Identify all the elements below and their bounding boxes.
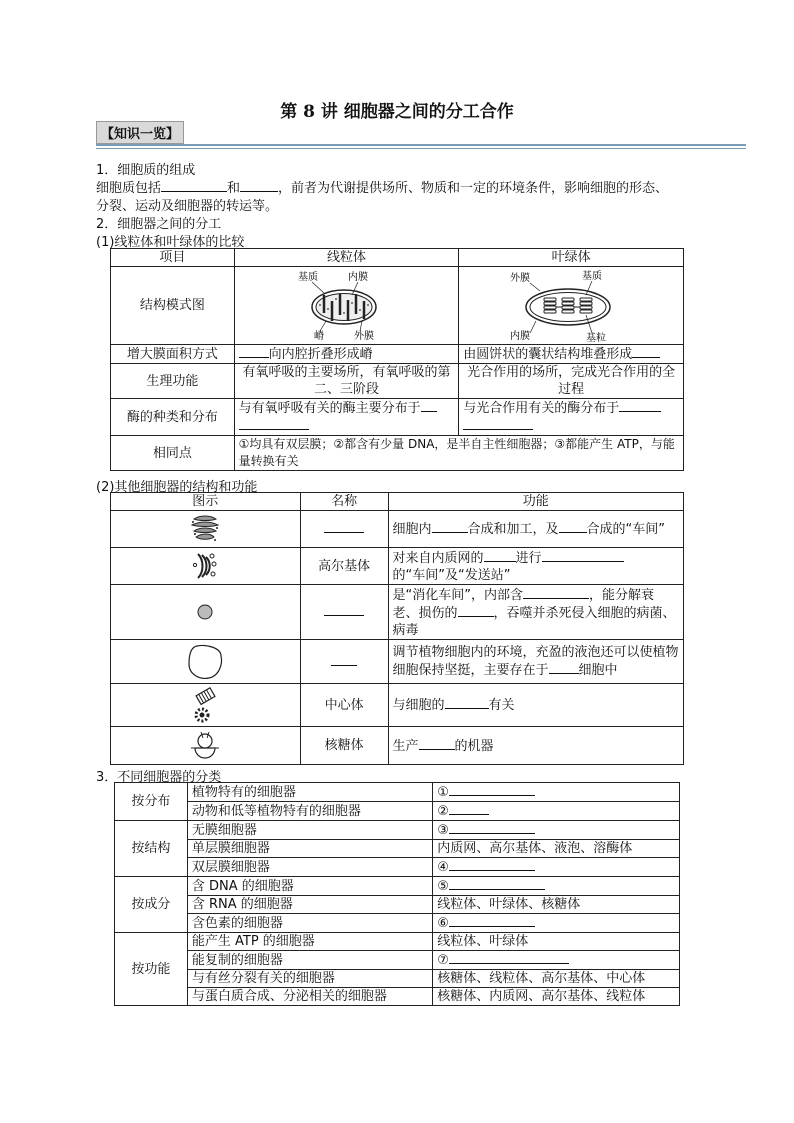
answer-blank[interactable]: [449, 858, 535, 871]
class-item: 无膜细胞器: [187, 821, 432, 840]
text-segment: 细胞内: [392, 522, 432, 537]
centrosome-name: 中心体: [300, 684, 388, 727]
text-segment: 生产: [392, 738, 419, 754]
text-segment: 有关: [488, 698, 515, 713]
class-answer: 核糖体、内质网、高尔基体、线粒体: [433, 988, 680, 1006]
class-answer: [433, 802, 680, 821]
answer-blank[interactable]: [331, 653, 357, 666]
golgi-figure-cell: [111, 548, 301, 585]
header-mito: 线粒体: [234, 249, 459, 267]
class-answer: [433, 914, 680, 933]
heading-division: 2．细胞器之间的分工: [96, 217, 222, 232]
centrosome-function: [388, 684, 683, 727]
func-chloro: 光合作用的场所，完成光合作用的全过程: [459, 364, 684, 399]
heading-cytoplasm: 1．细胞质的组成: [96, 163, 196, 178]
chloro-label-outer: 外膜: [510, 272, 531, 284]
answer-blank[interactable]: [449, 821, 535, 834]
text-segment: 向内腔折叠形成嵴: [268, 347, 373, 362]
row-label-common: 相同点: [111, 436, 235, 471]
lysosome-figure-cell: [111, 585, 301, 640]
answer-blank[interactable]: [239, 417, 309, 430]
group-label: 按功能: [115, 933, 188, 1006]
header-name: 名称: [300, 493, 388, 511]
vacuole-name-cell: [300, 640, 388, 684]
answer-number: ⑤: [437, 879, 449, 894]
heading-classification: 3．不同细胞器的分类: [96, 770, 222, 785]
area-chloro: [459, 345, 684, 364]
ribosome-function: [388, 727, 683, 765]
answer-number: ⑥: [437, 916, 449, 931]
answer-blank[interactable]: [161, 179, 227, 192]
chloro-label-stroma: 基质: [582, 270, 603, 282]
section-label: 【知识一览】: [96, 121, 184, 144]
class-item: 含 DNA 的细胞器: [187, 877, 432, 896]
answer-number: ③: [437, 823, 449, 838]
class-answer: [433, 951, 680, 970]
class-item: 动物和低等植物特有的细胞器: [187, 802, 432, 821]
text-segment: 对来自内质网的: [392, 550, 484, 566]
text-segment: 与有氧呼吸有关的酶主要分布于: [238, 401, 421, 416]
lysosome-icon: [195, 602, 215, 622]
answer-blank[interactable]: [549, 661, 579, 674]
text-segment: 细胞质包括: [96, 181, 162, 196]
text-segment: 的“车间”及“发送站”: [392, 567, 511, 583]
text-segment: ，吞噬并杀死侵入细胞的病菌、病毒: [392, 605, 676, 638]
chloro-label-granum: 基粒: [586, 332, 607, 343]
answer-blank[interactable]: [421, 399, 437, 412]
cytoplasm-line-1: [96, 177, 668, 196]
answer-blank[interactable]: [449, 783, 535, 796]
mito-label-matrix: 基质: [298, 271, 319, 283]
chloro-label-inner: 内膜: [510, 330, 531, 342]
subheading-compare: (1)线粒体和叶绿体的比较: [96, 235, 245, 250]
centrosome-figure-cell: [111, 684, 301, 727]
group-label: 按成分: [115, 877, 188, 933]
group-label: 按结构: [115, 821, 188, 877]
golgi-apparatus-icon: [190, 550, 220, 582]
answer-blank[interactable]: [449, 914, 535, 927]
golgi-name: 高尔基体: [300, 548, 388, 585]
answer-blank[interactable]: [632, 345, 660, 358]
answer-number: ①: [437, 785, 449, 800]
vacuole-icon: [183, 642, 227, 682]
answer-blank[interactable]: [463, 417, 533, 430]
divider-rule-thin: [96, 148, 746, 149]
lysosome-name-cell: [300, 585, 388, 640]
answer-blank[interactable]: [449, 802, 489, 815]
vacuole-function: [388, 640, 683, 684]
text-segment: 细胞中: [578, 663, 618, 678]
answer-number: ②: [437, 804, 449, 819]
answer-blank[interactable]: [324, 603, 364, 616]
text-segment: 和: [227, 181, 241, 196]
text-segment: ，前者为代谢提供场所、物质和一定的环境条件，影响细胞的形态、: [278, 181, 669, 196]
class-answer: 内质网、高尔基体、液泡、溶酶体: [433, 840, 680, 858]
answer-number: ④: [437, 860, 449, 875]
centrosome-icon: [190, 685, 220, 725]
er-name-cell: [300, 511, 388, 548]
answer-blank[interactable]: [324, 520, 364, 533]
answer-blank[interactable]: [432, 520, 468, 533]
common-points: ①均具有双层膜；②都含有少量 DNA，是半自主性细胞器；③都能产生 ATP，与能量转换有关: [234, 436, 683, 471]
text-segment: 由圆饼状的囊状结构堆叠形成: [463, 347, 633, 362]
text-segment: 合成的“车间”: [586, 522, 666, 537]
area-mito: [234, 345, 459, 364]
answer-blank[interactable]: [523, 586, 589, 599]
organelle-table: [110, 492, 684, 765]
row-label-structure: 结构模式图: [111, 267, 235, 345]
class-item: 含 RNA 的细胞器: [187, 896, 432, 914]
chloroplast-diagram-cell: [459, 267, 684, 345]
answer-blank[interactable]: [449, 877, 545, 890]
answer-blank[interactable]: [419, 737, 455, 750]
answer-blank[interactable]: [240, 179, 278, 192]
answer-blank[interactable]: [445, 696, 489, 709]
text-segment: 与细胞的: [392, 698, 445, 713]
func-mito: 有氧呼吸的主要场所，有氧呼吸的第二、三阶段: [234, 364, 459, 399]
mito-label-inner: 内膜: [348, 271, 369, 283]
row-label-function: 生理功能: [111, 364, 235, 399]
answer-blank[interactable]: [559, 520, 587, 533]
answer-blank[interactable]: [449, 951, 569, 964]
header-item: 项目: [111, 249, 235, 267]
er-function: [388, 511, 683, 548]
mito-chloro-table: [110, 248, 684, 471]
header-chloro: 叶绿体: [459, 249, 684, 267]
mitochondrion-diagram-cell: [234, 267, 459, 345]
group-label: 按分布: [115, 783, 188, 821]
text-segment: 与光合作用有关的酶分布于: [463, 401, 620, 416]
text-segment: 是“消化车间”，内部含: [392, 587, 523, 603]
answer-blank[interactable]: [458, 604, 494, 617]
chloroplast-diagram: [506, 269, 636, 343]
class-answer: [433, 877, 680, 896]
class-answer: [433, 821, 680, 840]
text-segment: 合成和加工，及: [467, 522, 559, 537]
class-answer: [433, 858, 680, 877]
subheading-other: (2)其他细胞器的结构和功能: [96, 480, 258, 495]
answer-blank[interactable]: [542, 549, 624, 562]
class-item: 与有丝分裂有关的细胞器: [187, 970, 432, 988]
ribosome-icon: [189, 730, 221, 762]
vacuole-figure-cell: [111, 640, 301, 684]
class-item: 能产生 ATP 的细胞器: [187, 933, 432, 951]
endoplasmic-reticulum-icon: [188, 513, 222, 545]
class-answer: 核糖体、线粒体、高尔基体、中心体: [433, 970, 680, 988]
mito-label-outer: 外膜: [354, 330, 375, 342]
class-item: 含色素的细胞器: [187, 914, 432, 933]
mito-label-crista: 嵴: [314, 330, 325, 342]
answer-number: ⑦: [437, 953, 449, 968]
er-figure-cell: [111, 511, 301, 548]
class-item: 与蛋白质合成、分泌相关的细胞器: [187, 988, 432, 1006]
enzyme-mito: [234, 399, 459, 436]
class-answer: [433, 783, 680, 802]
answer-blank[interactable]: [484, 549, 516, 562]
cytoplasm-line-2: 分裂、运动及细胞器的转运等。: [96, 199, 279, 214]
class-item: 能复制的细胞器: [187, 951, 432, 970]
golgi-function: [388, 548, 683, 585]
divider-rule: [96, 144, 746, 146]
answer-blank[interactable]: [239, 345, 269, 358]
ribosome-figure-cell: [111, 727, 301, 765]
enzyme-chloro: [459, 399, 684, 436]
header-figure: 图示: [111, 493, 301, 511]
class-item: 双层膜细胞器: [187, 858, 432, 877]
class-item: 单层膜细胞器: [187, 840, 432, 858]
mitochondrion-diagram: [286, 269, 406, 343]
text-segment: 的机器: [454, 738, 494, 754]
text-segment: ，能分解衰老、损伤的: [392, 587, 655, 621]
classification-table: [114, 782, 680, 1006]
header-function: 功能: [388, 493, 683, 511]
text-segment: 进行: [515, 550, 542, 566]
row-label-enzyme: 酶的种类和分布: [111, 399, 235, 436]
ribosome-name: 核糖体: [300, 727, 388, 765]
class-answer: 线粒体、叶绿体: [433, 933, 680, 951]
lysosome-function: [388, 585, 683, 640]
page-title: 第 8 讲 细胞器之间的分工合作: [280, 102, 514, 122]
answer-blank[interactable]: [619, 399, 661, 412]
text-segment: 调节植物细胞内的环境，充盈的液泡还可以使植物细胞保持坚挺，主要存在于: [392, 645, 679, 678]
class-answer: 线粒体、叶绿体、核糖体: [433, 896, 680, 914]
row-label-area: 增大膜面积方式: [111, 345, 235, 364]
class-item: 植物特有的细胞器: [187, 783, 432, 802]
